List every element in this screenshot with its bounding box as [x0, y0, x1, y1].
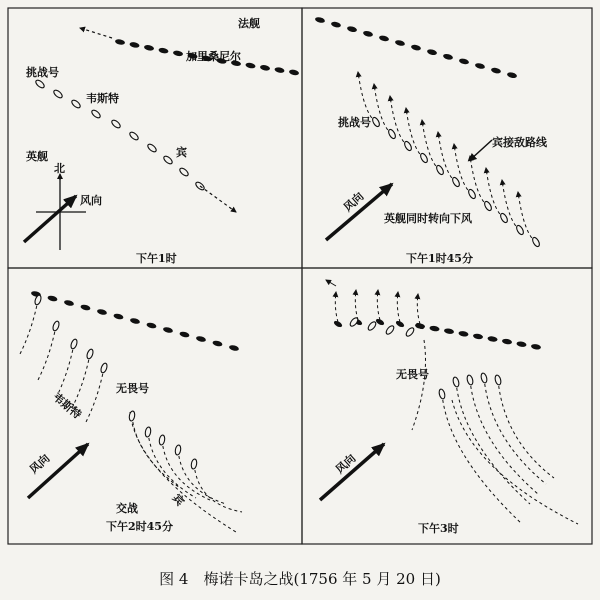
french-ship	[507, 71, 518, 78]
panel-1-frame	[8, 8, 302, 268]
figure-caption: 图 4 梅诺卡岛之战(1756 年 5 月 20 日)	[159, 570, 441, 588]
french-ship	[196, 335, 207, 342]
british-ship	[385, 324, 395, 335]
french-ship	[473, 333, 484, 340]
british-track	[442, 394, 522, 524]
west-track	[38, 326, 56, 380]
french-ship	[158, 47, 169, 54]
panel-frames	[8, 8, 592, 544]
label-wind: 风向	[333, 451, 359, 477]
french-ship	[80, 304, 91, 311]
french-ship	[444, 328, 455, 335]
british-ship	[405, 326, 415, 337]
british-ship	[451, 176, 461, 187]
label-engagement: 交战	[116, 502, 138, 515]
british-ship	[34, 79, 45, 89]
british-track	[452, 400, 578, 524]
french-ship	[129, 41, 140, 48]
label-bing-approach-line: 宾接敌路线	[492, 136, 547, 149]
west-track	[20, 300, 38, 354]
escape-arrow	[326, 280, 336, 286]
french-ship	[411, 44, 422, 51]
british-ship	[438, 388, 446, 399]
panel-2-time: 下午1时45分	[406, 252, 473, 265]
british-ship	[70, 99, 81, 109]
british-ship	[110, 119, 121, 129]
compass	[36, 174, 86, 250]
french-ship	[347, 25, 358, 32]
wind-arrow	[320, 444, 384, 500]
panel-1	[24, 16, 299, 265]
british-ship	[159, 435, 166, 446]
panel-3-time: 下午2时45分	[106, 520, 173, 533]
british-ship	[178, 167, 189, 177]
french-ship	[212, 340, 223, 347]
british-ship	[531, 236, 541, 247]
french-ship	[115, 38, 126, 45]
british-ship	[483, 200, 493, 211]
label-fearless: 无畏号	[396, 368, 429, 381]
french-ship	[146, 322, 157, 329]
french-ship	[502, 338, 513, 345]
french-ship	[245, 62, 256, 69]
british-ship	[90, 109, 101, 119]
west-track	[72, 354, 90, 408]
label-wind: 风向	[80, 194, 102, 207]
panel-2-frame	[302, 8, 592, 268]
british-ship	[367, 320, 377, 331]
french-ship	[458, 330, 469, 337]
escape-arrow	[355, 290, 358, 320]
british-ship	[162, 155, 173, 165]
french-ship	[229, 344, 240, 351]
french-ship	[491, 67, 502, 74]
label-british-fleet: 英舰	[26, 150, 48, 163]
british-ship	[175, 445, 182, 456]
label-british-turn: 英舰同时转向下风	[384, 212, 472, 225]
british-course-arrow	[200, 186, 236, 212]
panel-3-frame	[8, 268, 302, 544]
french-ship	[395, 39, 406, 46]
british-ship	[86, 348, 94, 359]
british-ship	[466, 374, 474, 385]
approach-line-pointer	[470, 140, 492, 160]
escape-arrow	[335, 292, 338, 322]
french-ship	[487, 336, 498, 343]
british-track	[498, 380, 554, 478]
french-ship	[260, 64, 271, 71]
british-ship	[499, 212, 509, 223]
british-ship	[371, 116, 381, 127]
bing-track	[132, 416, 180, 488]
british-ship	[467, 188, 477, 199]
fearless-track	[412, 340, 426, 430]
turn-path	[358, 72, 376, 122]
panel-4-time: 下午3时	[418, 522, 459, 535]
british-ship	[452, 376, 460, 387]
french-fleet-line	[415, 323, 542, 351]
west-track	[86, 368, 104, 422]
french-course-arrow	[80, 28, 112, 38]
british-ship	[146, 143, 157, 153]
wind-arrow	[24, 196, 76, 242]
british-ship	[480, 372, 488, 383]
label-challenger: 挑战号	[26, 66, 59, 79]
british-ship	[70, 338, 78, 349]
label-bing: 宾	[169, 491, 187, 509]
french-ship	[144, 44, 155, 51]
escape-arrow	[397, 292, 400, 322]
french-ship	[47, 295, 58, 302]
panel-2	[315, 16, 548, 265]
french-ship	[97, 308, 108, 315]
french-ship	[531, 343, 542, 350]
french-ship	[331, 21, 342, 28]
label-wind: 风向	[341, 189, 367, 215]
british-ship	[52, 89, 63, 99]
panel-1-time: 下午1时	[136, 252, 177, 265]
french-ship	[274, 67, 285, 74]
label-french-fleet: 法舰	[238, 17, 260, 30]
french-ship	[459, 58, 470, 65]
french-ship	[427, 48, 438, 55]
british-ship	[52, 320, 60, 331]
british-ship	[128, 131, 139, 141]
escape-arrow	[417, 294, 420, 324]
bing-track	[148, 432, 196, 498]
british-ship	[191, 459, 198, 470]
bing-track	[194, 464, 242, 512]
label-west: 韦斯特	[86, 92, 119, 105]
french-ship	[315, 16, 326, 23]
panel-4-frame	[302, 268, 592, 544]
british-ship	[435, 164, 445, 175]
british-paths	[412, 340, 578, 524]
british-ship	[349, 316, 359, 327]
british-ship	[494, 374, 502, 385]
french-ship	[363, 30, 374, 37]
british-ship	[145, 427, 152, 438]
french-ship	[443, 53, 454, 60]
panel-3	[20, 290, 242, 533]
british-ship	[100, 362, 108, 373]
french-ship	[179, 331, 190, 338]
panel-4	[320, 280, 578, 535]
french-ship	[64, 299, 75, 306]
french-fleet-line	[31, 290, 240, 351]
british-track	[484, 378, 546, 484]
british-ship	[403, 140, 413, 151]
french-ship	[475, 62, 486, 69]
label-challenger: 挑战号	[338, 116, 371, 129]
french-ship	[163, 326, 174, 333]
label-north: 北	[54, 162, 65, 175]
french-ship	[173, 50, 184, 57]
label-galissonniere: 加里桑尼尔	[186, 50, 241, 63]
label-west: 韦斯特	[50, 390, 84, 422]
label-wind: 风向	[27, 451, 53, 477]
british-ship	[515, 224, 525, 235]
french-ship	[289, 69, 300, 76]
british-ship	[419, 152, 429, 163]
french-ship	[429, 325, 440, 332]
french-ship	[113, 313, 124, 320]
french-ship	[130, 317, 141, 324]
british-ship	[387, 128, 397, 139]
french-ship	[379, 35, 390, 42]
french-fleet-line	[315, 16, 518, 79]
label-fearless: 无畏号	[116, 382, 149, 395]
label-bing: 宾	[176, 146, 187, 159]
french-ship	[516, 341, 527, 348]
escape-arrow	[377, 290, 380, 320]
